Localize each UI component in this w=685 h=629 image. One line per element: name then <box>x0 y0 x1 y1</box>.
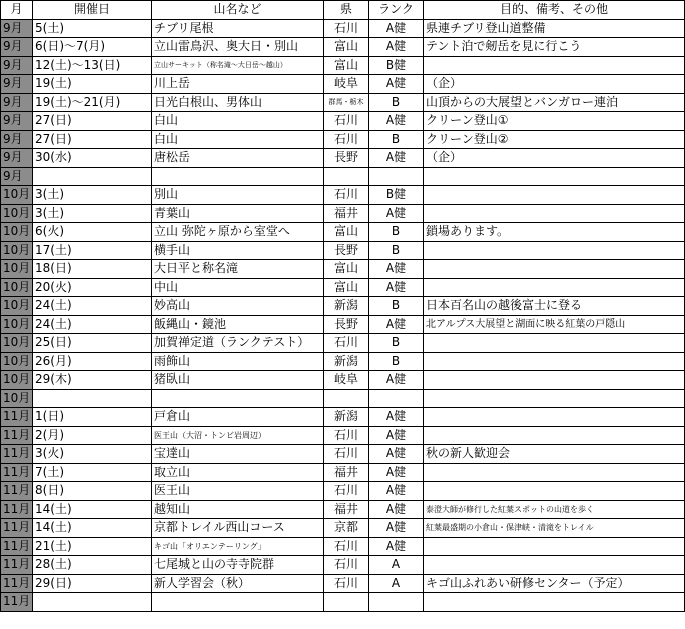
prefecture-cell: 石川 <box>324 482 369 501</box>
month-cell: 11月 <box>1 500 33 519</box>
date-cell: 30(水) <box>33 149 152 168</box>
note-cell <box>424 167 685 186</box>
date-cell: 3(土) <box>33 204 152 223</box>
month-cell: 9月 <box>1 130 33 149</box>
table-row <box>1 334 685 353</box>
prefecture-cell: 福井 <box>324 204 369 223</box>
rank-cell: B健 <box>369 186 424 205</box>
note-cell: 県連チブリ登山道整備 <box>424 19 685 38</box>
table-row <box>1 500 685 519</box>
prefecture-cell: 富山 <box>324 38 369 57</box>
date-cell: 29(日) <box>33 574 152 593</box>
date-cell: 29(木) <box>33 371 152 390</box>
prefecture-cell: 新潟 <box>324 352 369 371</box>
mountain-cell: 立山雷鳥沢、奥大日・別山 <box>152 38 324 57</box>
mountain-cell: 白山 <box>152 112 324 131</box>
month-cell: 11月 <box>1 519 33 538</box>
note-cell <box>424 426 685 445</box>
mountain-cell: 大日平と称名滝 <box>152 260 324 279</box>
month-cell: 9月 <box>1 19 33 38</box>
rank-cell: A健 <box>369 445 424 464</box>
date-cell <box>33 389 152 408</box>
mountain-cell: 医王山（大沼・トンビ岩周辺） <box>152 426 324 445</box>
note-cell: （企） <box>424 75 685 94</box>
note-cell: 山頂からの大展望とバンガロー連泊 <box>424 93 685 112</box>
mountain-cell: 飯縄山・鏡池 <box>152 315 324 334</box>
month-cell: 11月 <box>1 426 33 445</box>
note-cell: 泰澄大師が修行した紅葉スポットの山道を歩く <box>424 500 685 519</box>
month-cell: 10月 <box>1 297 33 316</box>
month-cell: 9月 <box>1 167 33 186</box>
rank-cell: A健 <box>369 315 424 334</box>
month-cell: 10月 <box>1 352 33 371</box>
table-row <box>1 278 685 297</box>
note-cell <box>424 537 685 556</box>
note-cell <box>424 389 685 408</box>
table-row <box>1 241 685 260</box>
month-cell: 9月 <box>1 56 33 75</box>
date-cell: 6(火) <box>33 223 152 242</box>
table-row <box>1 352 685 371</box>
date-cell: 21(土) <box>33 537 152 556</box>
prefecture-cell: 石川 <box>324 130 369 149</box>
table-row <box>1 19 685 38</box>
table-row <box>1 371 685 390</box>
mountain-cell: 京都トレイル西山コース <box>152 519 324 538</box>
header-date: 開催日 <box>33 1 152 20</box>
rank-cell: A健 <box>369 204 424 223</box>
rank-cell: A健 <box>369 260 424 279</box>
mountain-cell: 取立山 <box>152 463 324 482</box>
mountain-cell: 宝達山 <box>152 445 324 464</box>
prefecture-cell: 岐阜 <box>324 75 369 94</box>
rank-cell: A健 <box>369 519 424 538</box>
mountain-cell <box>152 389 324 408</box>
date-cell: 3(火) <box>33 445 152 464</box>
rank-cell: A健 <box>369 537 424 556</box>
note-cell <box>424 593 685 612</box>
mountain-cell: 白山 <box>152 130 324 149</box>
prefecture-cell: 石川 <box>324 556 369 575</box>
note-cell <box>424 241 685 260</box>
month-cell: 11月 <box>1 574 33 593</box>
table-row <box>1 556 685 575</box>
prefecture-cell: 石川 <box>324 19 369 38</box>
mountain-cell: 雨飾山 <box>152 352 324 371</box>
prefecture-cell: 長野 <box>324 241 369 260</box>
month-cell: 10月 <box>1 278 33 297</box>
date-cell <box>33 167 152 186</box>
month-cell: 11月 <box>1 408 33 427</box>
rank-cell: B <box>369 334 424 353</box>
prefecture-cell: 石川 <box>324 112 369 131</box>
table-row <box>1 112 685 131</box>
table-row <box>1 537 685 556</box>
table-row <box>1 149 685 168</box>
note-cell <box>424 556 685 575</box>
rank-cell: A <box>369 556 424 575</box>
note-cell: 鎖場あります。 <box>424 223 685 242</box>
mountain-cell: 戸倉山 <box>152 408 324 427</box>
note-cell <box>424 408 685 427</box>
prefecture-cell: 福井 <box>324 500 369 519</box>
header-row <box>1 1 685 20</box>
note-cell <box>424 371 685 390</box>
rank-cell: B健 <box>369 56 424 75</box>
prefecture-cell: 長野 <box>324 149 369 168</box>
table-row <box>1 463 685 482</box>
prefecture-cell: 石川 <box>324 334 369 353</box>
note-cell: 北アルプス大展望と湖面に映る紅葉の戸隠山 <box>424 315 685 334</box>
mountain-cell: キゴ山「オリエンテーリング」 <box>152 537 324 556</box>
table-row <box>1 593 685 612</box>
month-cell: 9月 <box>1 93 33 112</box>
header-month: 月 <box>1 1 33 20</box>
prefecture-cell: 新潟 <box>324 297 369 316</box>
mountain-cell: 加賀禅定道（ランクテスト） <box>152 334 324 353</box>
mountain-cell: 越知山 <box>152 500 324 519</box>
table-row <box>1 408 685 427</box>
month-cell: 11月 <box>1 482 33 501</box>
prefecture-cell: 富山 <box>324 278 369 297</box>
date-cell: 19(土)～21(月) <box>33 93 152 112</box>
note-cell <box>424 352 685 371</box>
rank-cell: A健 <box>369 463 424 482</box>
prefecture-cell: 新潟 <box>324 408 369 427</box>
table-row <box>1 56 685 75</box>
table-row <box>1 297 685 316</box>
table-row <box>1 93 685 112</box>
rank-cell: A健 <box>369 500 424 519</box>
note-cell <box>424 463 685 482</box>
note-cell: キゴ山ふれあい研修センター（予定） <box>424 574 685 593</box>
mountain-cell: 川上岳 <box>152 75 324 94</box>
rank-cell: A健 <box>369 149 424 168</box>
table-row <box>1 204 685 223</box>
month-cell: 11月 <box>1 537 33 556</box>
rank-cell <box>369 389 424 408</box>
month-cell: 9月 <box>1 149 33 168</box>
month-cell: 10月 <box>1 186 33 205</box>
rank-cell: B <box>369 130 424 149</box>
rank-cell <box>369 167 424 186</box>
mountain-cell: 青葉山 <box>152 204 324 223</box>
table-row <box>1 574 685 593</box>
rank-cell: B <box>369 241 424 260</box>
prefecture-cell: 富山 <box>324 260 369 279</box>
date-cell: 24(土) <box>33 297 152 316</box>
date-cell: 14(土) <box>33 500 152 519</box>
date-cell: 26(月) <box>33 352 152 371</box>
rank-cell: A健 <box>369 112 424 131</box>
month-cell: 10月 <box>1 315 33 334</box>
rank-cell: A健 <box>369 482 424 501</box>
mountain-cell: 唐松岳 <box>152 149 324 168</box>
date-cell: 18(日) <box>33 260 152 279</box>
rank-cell: A健 <box>369 278 424 297</box>
prefecture-cell <box>324 167 369 186</box>
prefecture-cell: 石川 <box>324 186 369 205</box>
month-cell: 9月 <box>1 75 33 94</box>
month-cell: 10月 <box>1 371 33 390</box>
mountain-cell: 医王山 <box>152 482 324 501</box>
mountain-cell: 立山 弥陀ヶ原から室堂へ <box>152 223 324 242</box>
mountain-cell: 立山サーキット（称名滝～大日岳～越山） <box>152 56 324 75</box>
prefecture-cell: 石川 <box>324 445 369 464</box>
table-row <box>1 426 685 445</box>
prefecture-cell: 岐阜 <box>324 371 369 390</box>
note-cell: クリーン登山① <box>424 112 685 131</box>
rank-cell: B <box>369 93 424 112</box>
table-row <box>1 315 685 334</box>
table-row <box>1 223 685 242</box>
table-row <box>1 482 685 501</box>
header-notes: 目的、備考、その他 <box>424 1 685 20</box>
date-cell: 19(土) <box>33 75 152 94</box>
mountain-cell: 妙高山 <box>152 297 324 316</box>
note-cell: 日本百名山の越後富士に登る <box>424 297 685 316</box>
prefecture-cell: 京都 <box>324 519 369 538</box>
month-cell: 10月 <box>1 241 33 260</box>
table-row <box>1 389 685 408</box>
note-cell: テント泊で剱岳を見に行こう <box>424 38 685 57</box>
prefecture-cell: 石川 <box>324 426 369 445</box>
note-cell <box>424 482 685 501</box>
month-cell: 11月 <box>1 593 33 612</box>
rank-cell: A健 <box>369 408 424 427</box>
month-cell: 10月 <box>1 334 33 353</box>
prefecture-cell: 石川 <box>324 537 369 556</box>
mountain-cell: 横手山 <box>152 241 324 260</box>
note-cell <box>424 204 685 223</box>
month-cell: 11月 <box>1 445 33 464</box>
header-mountain: 山名など <box>152 1 324 20</box>
table-row <box>1 167 685 186</box>
rank-cell: A健 <box>369 426 424 445</box>
month-cell: 9月 <box>1 38 33 57</box>
date-cell: 25(日) <box>33 334 152 353</box>
header-rank: ランク <box>369 1 424 20</box>
date-cell: 7(土) <box>33 463 152 482</box>
mountain-cell: 七尾城と山の寺寺院群 <box>152 556 324 575</box>
month-cell: 10月 <box>1 260 33 279</box>
prefecture-cell: 石川 <box>324 574 369 593</box>
rank-cell: B <box>369 352 424 371</box>
mountain-cell: 中山 <box>152 278 324 297</box>
rank-cell: B <box>369 223 424 242</box>
table-row <box>1 75 685 94</box>
rank-cell <box>369 593 424 612</box>
prefecture-cell <box>324 389 369 408</box>
rank-cell: B <box>369 297 424 316</box>
date-cell: 3(土) <box>33 186 152 205</box>
mountain-cell: 猪臥山 <box>152 371 324 390</box>
table-row <box>1 186 685 205</box>
note-cell <box>424 56 685 75</box>
prefecture-cell: 富山 <box>324 56 369 75</box>
month-cell: 11月 <box>1 463 33 482</box>
table-row <box>1 38 685 57</box>
prefecture-cell <box>324 593 369 612</box>
table-row <box>1 130 685 149</box>
date-cell <box>33 593 152 612</box>
mountain-cell: 別山 <box>152 186 324 205</box>
month-cell: 10月 <box>1 204 33 223</box>
date-cell: 20(火) <box>33 278 152 297</box>
header-prefecture: 県 <box>324 1 369 20</box>
note-cell <box>424 334 685 353</box>
prefecture-cell: 福井 <box>324 463 369 482</box>
prefecture-cell: 富山 <box>324 223 369 242</box>
note-cell <box>424 186 685 205</box>
mountain-cell <box>152 593 324 612</box>
note-cell <box>424 260 685 279</box>
schedule-body <box>1 19 685 611</box>
rank-cell: A健 <box>369 38 424 57</box>
table-row <box>1 445 685 464</box>
prefecture-cell: 長野 <box>324 315 369 334</box>
note-cell: 秋の新人歓迎会 <box>424 445 685 464</box>
date-cell: 2(月) <box>33 426 152 445</box>
prefecture-cell: 群馬・栃木 <box>324 93 369 112</box>
date-cell: 12(土)～13(日) <box>33 56 152 75</box>
month-cell: 10月 <box>1 223 33 242</box>
note-cell: （企） <box>424 149 685 168</box>
rank-cell: A <box>369 574 424 593</box>
note-cell: 紅葉最盛期の小倉山・保津峡・清滝をトレイル <box>424 519 685 538</box>
date-cell: 6(日)～7(月) <box>33 38 152 57</box>
mountain-cell: 日光白根山、男体山 <box>152 93 324 112</box>
table-row <box>1 519 685 538</box>
date-cell: 17(土) <box>33 241 152 260</box>
date-cell: 14(土) <box>33 519 152 538</box>
mountain-cell <box>152 167 324 186</box>
rank-cell: A健 <box>369 19 424 38</box>
month-cell: 10月 <box>1 389 33 408</box>
rank-cell: A健 <box>369 371 424 390</box>
date-cell: 27(日) <box>33 112 152 131</box>
month-cell: 9月 <box>1 112 33 131</box>
date-cell: 5(土) <box>33 19 152 38</box>
date-cell: 1(日) <box>33 408 152 427</box>
note-cell: クリーン登山② <box>424 130 685 149</box>
note-cell <box>424 278 685 297</box>
date-cell: 28(土) <box>33 556 152 575</box>
date-cell: 27(日) <box>33 130 152 149</box>
rank-cell: A健 <box>369 75 424 94</box>
date-cell: 8(日) <box>33 482 152 501</box>
date-cell: 24(土) <box>33 315 152 334</box>
table-row <box>1 260 685 279</box>
month-cell: 11月 <box>1 556 33 575</box>
mountain-cell: 新人学習会（秋） <box>152 574 324 593</box>
mountain-cell: チブリ尾根 <box>152 19 324 38</box>
